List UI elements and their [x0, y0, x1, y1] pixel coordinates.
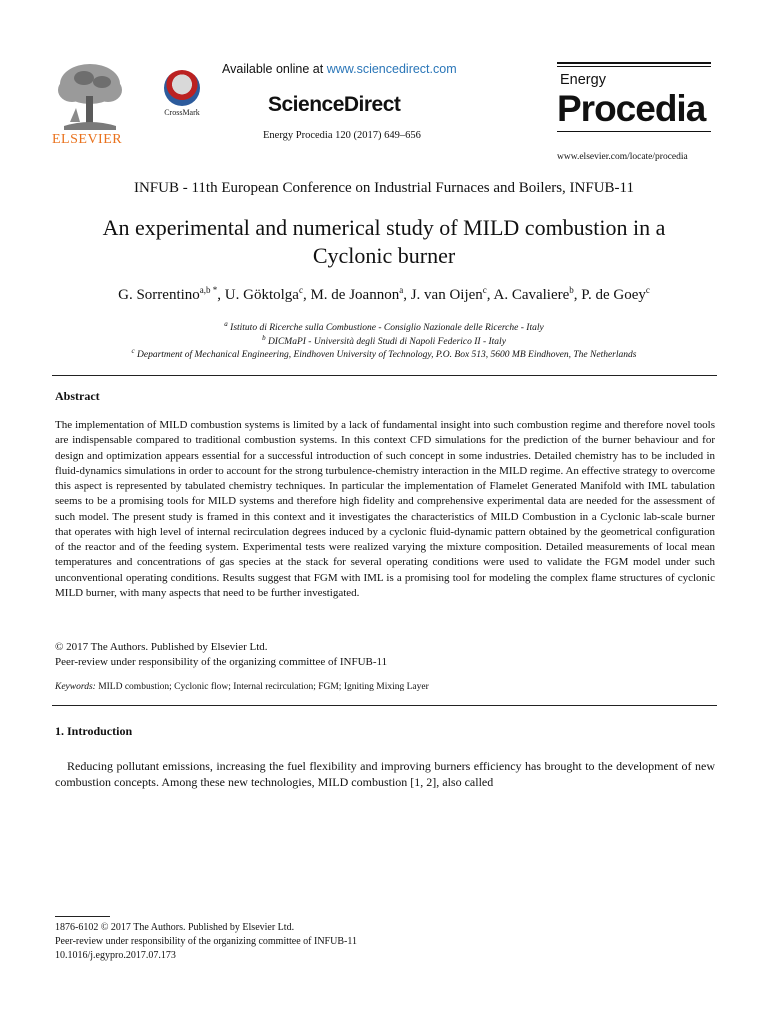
author-affiliation-mark: c: [298, 285, 303, 295]
abstract-heading: Abstract: [55, 389, 100, 403]
author-affiliation-mark: c: [645, 285, 650, 295]
author-name: G. Sorrentino: [118, 287, 200, 303]
author-name: J. van Oijen: [410, 287, 483, 303]
journal-large-name: Procedia: [557, 88, 706, 129]
author-affiliation-mark: c: [482, 285, 487, 295]
author-separator: ,: [573, 287, 582, 303]
conference-name: INFUB - 11th European Conference on Industrial Furnaces and Boilers, INFUB-11: [133, 180, 635, 196]
author-separator: ,: [403, 287, 411, 303]
affiliation: [20, 334, 748, 347]
title-line: Cyclonic burner: [312, 243, 456, 268]
author-name: P. de Goey: [581, 287, 646, 303]
footer-peer-review: Peer-review under responsibility of the organizing committee of INFUB-11: [55, 936, 357, 947]
publisher-wordmark: ELSEVIER: [52, 132, 123, 147]
author-name: M. de Joannon: [310, 287, 400, 303]
affiliation-text: DICMaPI - Università degli Studi di Napoli Federico II - Italy: [267, 337, 506, 348]
footer-issn: 1876-6102 © 2017 The Authors. Published by Elsevier Ltd.: [55, 922, 295, 933]
procedia-rule-top-thin: [557, 66, 711, 67]
affiliation-text: Department of Mechanical Engineering, Eindhoven University of Technology, P.O. Box 513, 5600 MB Eindhoven, The Netherlands: [137, 350, 637, 361]
author-list: [20, 285, 748, 304]
author-separator: ,: [486, 287, 494, 303]
crossmark-label: CrossMark: [164, 108, 200, 117]
author-name: U. Göktolga: [224, 287, 299, 303]
sciencedirect-link[interactable]: www.sciencedirect.com: [326, 62, 457, 76]
paper-title: [60, 214, 708, 270]
sciencedirect-brand: ScienceDirect: [268, 93, 401, 116]
abstract-body: The implementation of MILD combustion systems is limited by a lack of fundamental insight into such combustion regime and therefore novel tools are indispensable compared to traditional combustion systems. In this context CFD simulations for the prediction of the burner behaviour and for design and optimization appears essential for a successful introduction of such concept in some industries. Detailed chemistry has to be included in fluid-dynamics simulations in order to account for the strong turbulence-chemistry interaction in the MILD regime. An effective strategy to overcome this aspect is represented by tabulated chemistry techniques. In particular the implementation of Flamelet Generated Manifold with IML tabulation seems to be a promising tools for MILD systems and therefore high fidelity and comprehensive experimental data are needed for the assessment of such model. The present study is framed in this context and it investigates the characteristics of MILD Combustion in a Cyclonic lab-scale burner that operates with high level of internal recirculation degrees induced by a cyclonic fluid-dynamic pattern obtained by the geometrical configuration of the reactor and of the feeding system. Experimental tests were realized varying the mixture composition. Detailed measurements of local mean temperatures and concentrations of gas species at the stack for several operating conditions were used to validate the FGM model under such unconventional operating conditions. Results suggest that FGM with IML is a promising tool for modeling the complex flame structures of cyclonic MILD burner, with many aspects that need to be further investigated.: [55, 419, 715, 599]
affiliation-text: Istituto di Ricerche sulla Combustione - Consiglio Nazionale delle Ricerche - Italy: [230, 323, 544, 334]
copyright-notice: © 2017 The Authors. Published by Elsevier Ltd.: [55, 641, 268, 653]
affiliation: [20, 320, 748, 333]
title-line: An experimental and numerical study of MILD combustion in a: [102, 215, 666, 240]
journal-reference: Energy Procedia 120 (2017) 649–656: [263, 130, 421, 141]
affiliation-mark: a: [224, 320, 228, 328]
author-affiliation-mark: a,b *: [199, 285, 218, 295]
keywords-label: Keywords:: [55, 682, 96, 692]
journal-url[interactable]: www.elsevier.com/locate/procedia: [557, 152, 688, 162]
peer-review-notice: Peer-review under responsibility of the organizing committee of INFUB-11: [55, 656, 388, 668]
footnote-divider: [55, 916, 110, 917]
affiliation-mark: c: [131, 347, 135, 355]
introduction-heading: 1. Introduction: [55, 724, 133, 738]
available-prefix: Available online at: [222, 62, 327, 76]
author-separator: ,: [302, 287, 311, 303]
author-affiliation-mark: a: [399, 285, 404, 295]
section-divider: [52, 705, 717, 706]
procedia-rule-bottom: [557, 131, 711, 132]
journal-small-name: Energy: [560, 72, 606, 88]
keywords-list: MILD combustion; Cyclonic flow; Internal recirculation; FGM; Igniting Mixing Layer: [95, 682, 429, 692]
keywords: [55, 682, 429, 692]
affiliation-mark: b: [262, 334, 266, 342]
author-separator: ,: [217, 287, 225, 303]
procedia-rule-top: [557, 62, 711, 64]
available-online: [222, 62, 457, 76]
introduction-body: Reducing pollutant emissions, increasing the fuel flexibility and improving burners efficiency has brought to the development of new combustion concepts. Among these new technologies, MILD combustion [1, 2], also called: [55, 759, 715, 789]
author-name: A. Cavaliere: [493, 287, 570, 303]
crossmark-icon: [164, 70, 200, 106]
author-affiliation-mark: b: [569, 285, 574, 295]
footer-doi[interactable]: 10.1016/j.egypro.2017.07.173: [55, 950, 176, 961]
affiliation: [20, 347, 748, 360]
crossmark-badge[interactable]: [158, 70, 206, 117]
section-divider: [52, 375, 717, 376]
